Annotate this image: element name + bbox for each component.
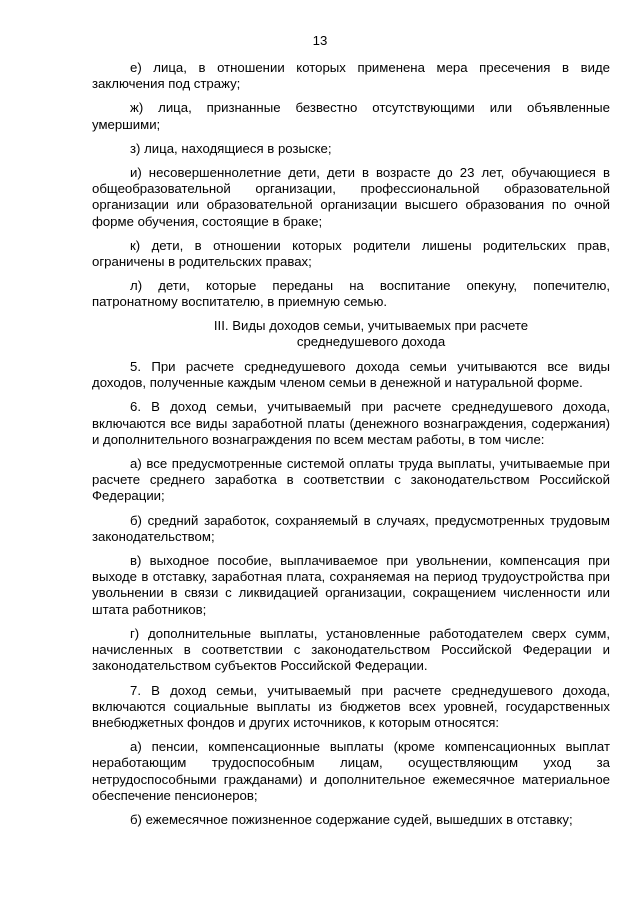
paragraph-6: 6. В доход семьи, учитываемый при расчете среднедушевого дохода, включаются все виды заработной платы (денежного вознаграждения, содержания) и дополнительного вознаграждения по всем местам работы, в том числе:	[92, 399, 610, 447]
paragraph-item-l: л) дети, которые переданы на воспитание опекуну, попечителю, патронатному воспитателю, в приемную семью.	[92, 278, 610, 310]
page-number: 13	[312, 33, 328, 48]
paragraph-5: 5. При расчете среднедушевого дохода семьи учитываются все виды доходов, полученные каждым членом семьи в денежной и натуральной форме.	[92, 359, 610, 391]
paragraph-item-i: и) несовершеннолетние дети, дети в возрасте до 23 лет, обучающиеся в общеобразовательной организации, профессиональной образовательной организации или образовательной организации высшего образования по очной форме обучения, состоящие в браке;	[92, 165, 610, 229]
paragraph-item-e: е) лица, в отношении которых применена мера пресечения в виде заключения под стражу;	[92, 60, 610, 92]
paragraph-item-zh: ж) лица, признанные безвестно отсутствующими или объявленные умершими;	[92, 100, 610, 132]
paragraph-7: 7. В доход семьи, учитываемый при расчете среднедушевого дохода, включаются социальные выплаты из бюджетов всех уровней, государственных внебюджетных фондов и других источников, к которым относятся:	[92, 682, 610, 730]
paragraph-6-v: в) выходное пособие, выплачиваемое при увольнении, компенсация при выходе в отставку, заработная плата, сохраняемая на период трудоустройства при увольнении в связи с ликвидацией организации, сокращением численности или штата работников;	[92, 553, 610, 617]
section-heading	[92, 318, 610, 350]
section-heading-line-2: среднедушевого дохода	[296, 333, 446, 349]
paragraph-6-a: а) все предусмотренные системой оплаты труда выплаты, учитываемые при расчете среднего заработка в соответствии с законодательством Российской Федерации;	[92, 456, 610, 504]
paragraph-7-a: а) пенсии, компенсационные выплаты (кроме компенсационных выплат неработающим трудоспособным лицам, осуществляющим уход за нетрудоспособными гражданами) и дополнительное ежемесячное материальное обеспечение пенсионеров;	[92, 739, 610, 803]
paragraph-item-z: з) лица, находящиеся в розыске;	[130, 140, 332, 156]
document-body	[92, 60, 610, 836]
paragraph-6-b: б) средний заработок, сохраняемый в случаях, предусмотренных трудовым законодательством;	[92, 512, 610, 544]
paragraph-7-b: б) ежемесячное пожизненное содержание судей, вышедших в отставку;	[130, 811, 573, 827]
paragraph-6-g: г) дополнительные выплаты, установленные работодателем сверх сумм, начисленных в соответствии с законодательством Российской Федерации и законодательством субъектов Российской Федерации.	[92, 625, 610, 674]
paragraph-item-k: к) дети, в отношении которых родители лишены родительских прав, ограничены в родительских правах;	[92, 237, 610, 270]
section-heading-line-1: III. Виды доходов семьи, учитываемых при расчете	[213, 317, 529, 333]
